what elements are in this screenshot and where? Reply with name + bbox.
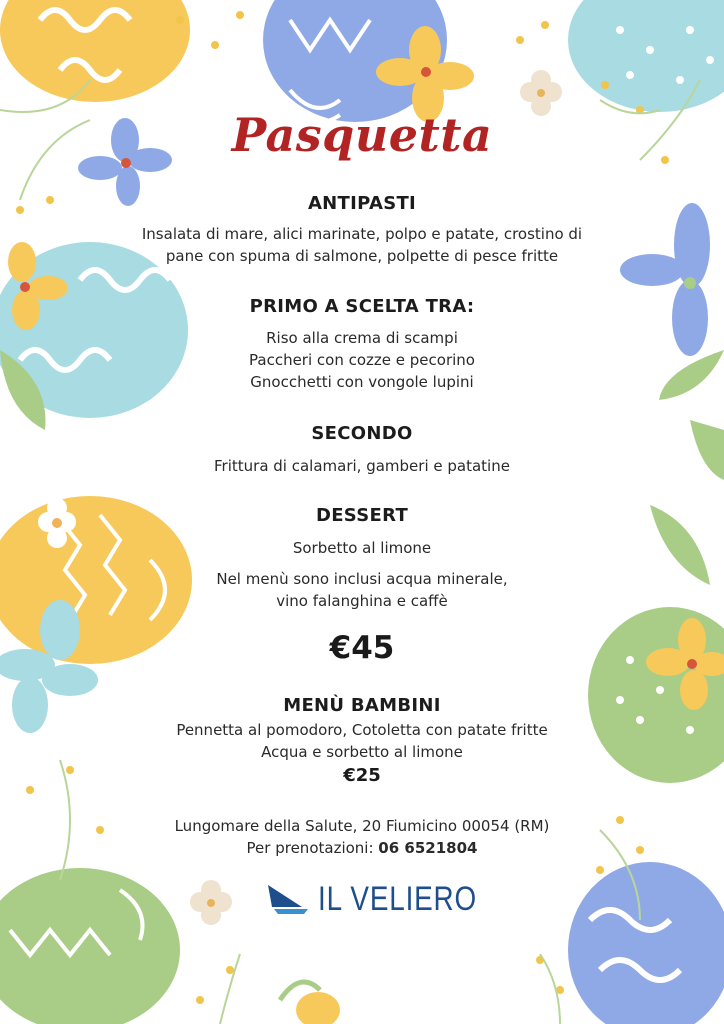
section-heading-primo: PRIMO A SCELTA TRA:	[249, 296, 475, 317]
primo-line-3: Gnocchetti con vongole lupini	[250, 373, 474, 391]
antipasti-line-2: pane con spuma di salmone, polpette di pesce fritte	[165, 247, 559, 265]
section-heading-dessert: DESSERT	[315, 505, 409, 526]
booking-line	[0, 837, 724, 859]
antipasti-line-1: Insalata di mare, alici marinate, polpo e patate, crostino di	[141, 225, 583, 243]
booking-phone[interactable]: 06 6521804	[378, 839, 478, 857]
primo-line-1: Riso alla crema di scampi	[266, 329, 458, 347]
kids-menu-heading: MENÙ BAMBINI	[283, 695, 441, 716]
section-heading-antipasti: ANTIPASTI	[307, 193, 417, 214]
section-heading-secondo: SECONDO	[311, 423, 413, 444]
sailboat-icon	[268, 883, 310, 915]
kids-menu-line-2: Acqua e sorbetto al limone	[261, 743, 463, 761]
address: Lungomare della Salute, 20 Fiumicino 00054 (RM)	[174, 817, 550, 835]
primo-line-2: Paccheri con cozze e pecorino	[249, 351, 475, 369]
kids-menu-price: €25	[343, 765, 381, 786]
menu-title: Pasquetta	[231, 108, 493, 162]
restaurant-logo	[268, 878, 512, 920]
secondo-line-1: Frittura di calamari, gamberi e patatine	[214, 457, 510, 475]
logo-text: IL VELIERO	[318, 879, 478, 918]
dessert-line-1: Sorbetto al limone	[292, 539, 432, 557]
included-note-line-2: vino falanghina e caffè	[276, 592, 448, 610]
menu-price: €45	[329, 630, 395, 666]
booking-label: Per prenotazioni:	[246, 839, 374, 857]
kids-menu-line-1: Pennetta al pomodoro, Cotoletta con patate fritte	[176, 721, 548, 739]
included-note-line-1: Nel menù sono inclusi acqua minerale,	[216, 570, 508, 588]
